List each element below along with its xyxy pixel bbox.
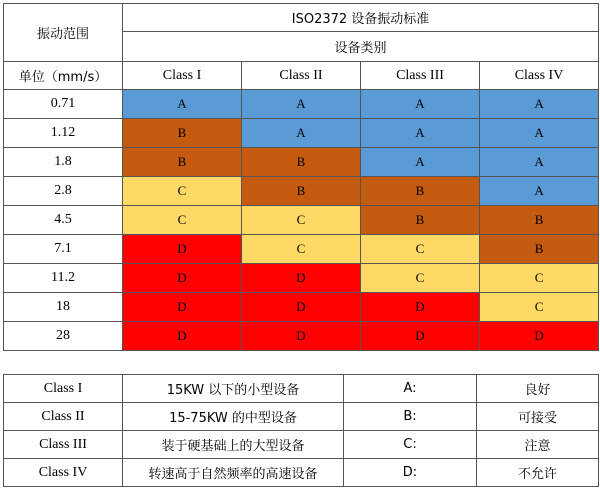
grade-cell: B <box>242 148 361 177</box>
grade-row <box>4 235 599 264</box>
legend-row <box>4 403 599 431</box>
legend-grade-meaning: 不允许 <box>477 459 599 487</box>
vibration-range-header: 振动范围 <box>4 4 123 62</box>
grade-cell: D <box>123 293 242 322</box>
legend-table <box>3 374 599 487</box>
grade-cell: A <box>361 119 480 148</box>
grade-cell: A <box>480 90 599 119</box>
legend-grade-code: B: <box>344 403 477 431</box>
grade-cell: D <box>123 322 242 351</box>
grade-cell: A <box>480 119 599 148</box>
grade-row <box>4 206 599 235</box>
velocity-value: 1.12 <box>4 119 123 148</box>
grade-cell: A <box>361 90 480 119</box>
legend-class: Class I <box>4 375 123 403</box>
grade-cell: D <box>123 235 242 264</box>
equipment-category-header: 设备类别 <box>123 32 599 62</box>
legend-description: 15-75KW 的中型设备 <box>123 403 344 431</box>
grade-cell: B <box>242 177 361 206</box>
legend-grade-meaning: 可接受 <box>477 403 599 431</box>
grade-cell: C <box>480 293 599 322</box>
grade-row <box>4 119 599 148</box>
grade-cell: D <box>361 293 480 322</box>
legend-class: Class III <box>4 431 123 459</box>
legend-grade-meaning: 良好 <box>477 375 599 403</box>
grade-cell: C <box>123 206 242 235</box>
legend-grade-code: C: <box>344 431 477 459</box>
velocity-value: 28 <box>4 322 123 351</box>
grade-cell: D <box>361 322 480 351</box>
grade-cell: C <box>361 235 480 264</box>
grade-cell: C <box>361 264 480 293</box>
velocity-value: 4.5 <box>4 206 123 235</box>
grade-cell: D <box>242 293 361 322</box>
grade-cell: B <box>480 206 599 235</box>
legend-description: 转速高于自然频率的高速设备 <box>123 459 344 487</box>
class-header-1: Class I <box>123 62 242 90</box>
grade-cell: B <box>123 119 242 148</box>
legend-description: 装于硬基础上的大型设备 <box>123 431 344 459</box>
grade-cell: A <box>480 177 599 206</box>
grade-row <box>4 264 599 293</box>
grade-cell: C <box>242 206 361 235</box>
legend-row <box>4 431 599 459</box>
grade-row <box>4 177 599 206</box>
legend-grade-code: A: <box>344 375 477 403</box>
grade-cell: A <box>123 90 242 119</box>
grade-cell: A <box>242 90 361 119</box>
legend-grade-meaning: 注意 <box>477 431 599 459</box>
legend-description: 15KW 以下的小型设备 <box>123 375 344 403</box>
legend-class: Class II <box>4 403 123 431</box>
grade-cell: C <box>123 177 242 206</box>
velocity-value: 1.8 <box>4 148 123 177</box>
velocity-value: 11.2 <box>4 264 123 293</box>
velocity-value: 7.1 <box>4 235 123 264</box>
velocity-value: 18 <box>4 293 123 322</box>
legend-class: Class IV <box>4 459 123 487</box>
grade-cell: B <box>480 235 599 264</box>
standard-title: ISO2372 设备振动标准 <box>123 4 599 32</box>
velocity-value: 0.71 <box>4 90 123 119</box>
velocity-value: 2.8 <box>4 177 123 206</box>
legend-row <box>4 375 599 403</box>
grade-cell: A <box>361 148 480 177</box>
grade-row <box>4 148 599 177</box>
grade-cell: B <box>361 177 480 206</box>
grade-cell: D <box>242 264 361 293</box>
legend-row <box>4 459 599 487</box>
vibration-standard-table <box>3 3 599 351</box>
class-header-4: Class IV <box>480 62 599 90</box>
grade-cell: C <box>242 235 361 264</box>
grade-cell: A <box>242 119 361 148</box>
grade-cell: D <box>480 322 599 351</box>
legend-grade-code: D: <box>344 459 477 487</box>
grade-row <box>4 293 599 322</box>
class-header-2: Class II <box>242 62 361 90</box>
grade-row <box>4 322 599 351</box>
class-header-3: Class III <box>361 62 480 90</box>
grade-cell: A <box>480 148 599 177</box>
grade-cell: D <box>242 322 361 351</box>
grade-cell: B <box>123 148 242 177</box>
grade-cell: C <box>480 264 599 293</box>
unit-header: 单位（mm/s） <box>4 62 123 90</box>
grade-cell: B <box>361 206 480 235</box>
grade-row <box>4 90 599 119</box>
grade-cell: D <box>123 264 242 293</box>
